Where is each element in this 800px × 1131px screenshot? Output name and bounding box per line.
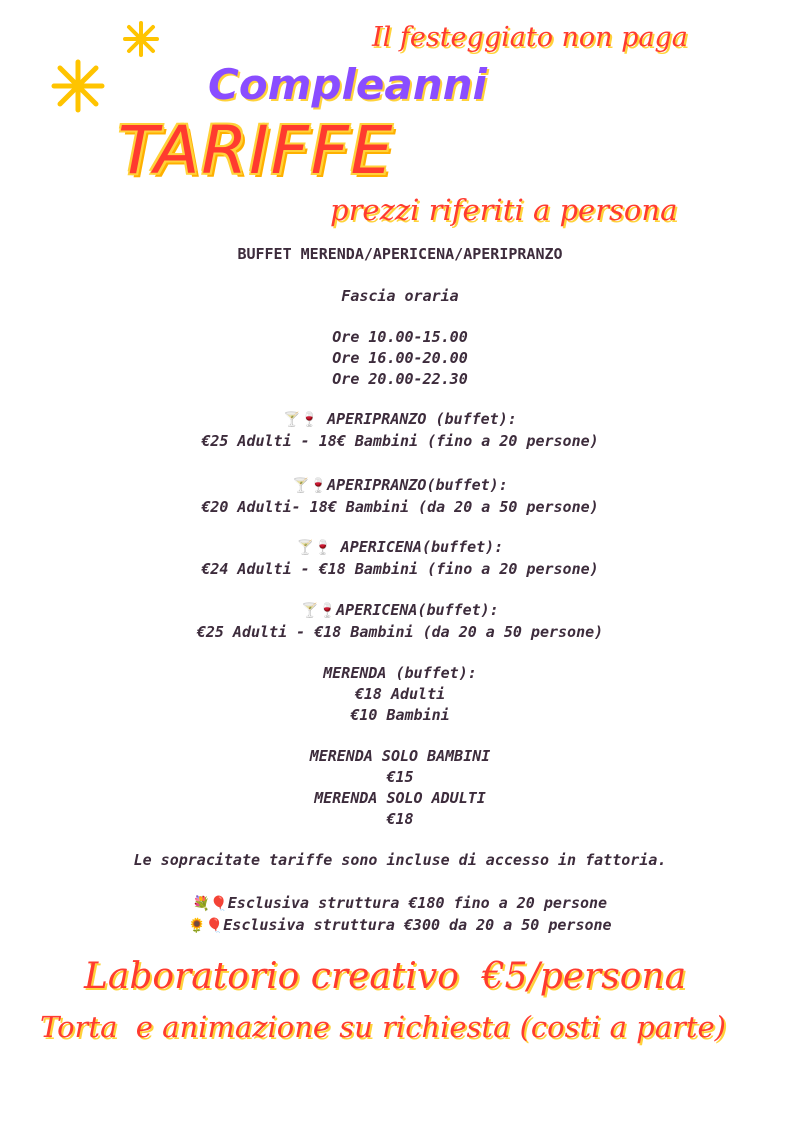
merenda-solo-block xyxy=(0,746,800,830)
merenda-solo-adulti-price: €18 xyxy=(386,810,414,828)
offer-price: €25 Adulti - 18€ Bambini (fino a 20 persone) xyxy=(201,432,599,450)
merenda-name: MERENDA (buffet): xyxy=(323,664,477,682)
sunflower-balloon-icon: 🌻🎈 xyxy=(188,918,224,934)
access-note: Le sopracitate tariffe sono incluse di accesso in fattoria. xyxy=(133,851,667,869)
tagline: Il festeggiato non paga xyxy=(372,22,688,53)
merenda-solo-adulti-label: MERENDA SOLO ADULTI xyxy=(314,789,486,807)
merenda-block xyxy=(0,663,800,726)
offer-name: APERICENA(buffet): xyxy=(331,538,504,556)
time-slot: Ore 16.00-20.00 xyxy=(332,349,468,367)
offer-apericena-small xyxy=(0,537,800,580)
offer-aperipranzo-large xyxy=(0,475,800,518)
bouquet-balloon-icon: 💐🎈 xyxy=(192,896,228,912)
offer-price: €20 Adulti- 18€ Bambini (da 20 a 50 persone) xyxy=(201,498,599,516)
lab-price: Laboratorio creativo €5/persona xyxy=(84,956,687,997)
access-note-block xyxy=(0,850,800,871)
offer-name: APERICENA(buffet): xyxy=(336,601,499,619)
exclusive-text: Esclusiva struttura €300 da 20 a 50 persone xyxy=(223,916,612,934)
time-slots-label-block xyxy=(0,286,800,307)
exclusive-block xyxy=(0,893,800,937)
subtitle: Compleanni xyxy=(208,60,487,109)
time-slots-label: Fascia oraria xyxy=(341,287,459,305)
exclusive-text: Esclusiva struttura €180 fino a 20 persone xyxy=(227,894,608,912)
offer-name: APERIPRANZO(buffet): xyxy=(327,476,508,494)
offer-aperipranzo-small xyxy=(0,409,800,452)
merenda-adulti: €18 Adulti xyxy=(354,685,446,703)
per-person-note: prezzi riferiti a persona xyxy=(330,193,678,227)
merenda-solo-bambini-label: MERENDA SOLO BAMBINI xyxy=(309,747,491,765)
offer-price: €25 Adulti - €18 Bambini (da 20 a 50 persone) xyxy=(196,623,604,641)
time-slot: Ore 10.00-15.00 xyxy=(332,328,468,346)
sparkle-star-icon xyxy=(122,20,160,58)
time-slot: Ore 20.00-22.30 xyxy=(332,370,468,388)
buffet-heading-block xyxy=(0,244,800,265)
offer-name: APERIPRANZO (buffet): xyxy=(318,410,517,428)
cake-note: Torta e animazione su richiesta (costi a parte) xyxy=(40,1010,726,1044)
cocktail-wine-icon: 🍸🍷 xyxy=(296,540,332,556)
buffet-heading: BUFFET MERENDA/APERICENA/APERIPRANZO xyxy=(237,245,563,263)
time-slots-list xyxy=(0,327,800,390)
cocktail-wine-icon: 🍸🍷 xyxy=(283,412,319,428)
offer-apericena-large xyxy=(0,600,800,643)
merenda-solo-bambini-price: €15 xyxy=(386,768,414,786)
merenda-bambini: €10 Bambini xyxy=(350,706,450,724)
offer-price: €24 Adulti - €18 Bambini (fino a 20 persone) xyxy=(201,560,599,578)
sparkle-star-icon xyxy=(50,58,106,114)
cocktail-wine-icon: 🍸🍷 xyxy=(292,478,328,494)
cocktail-wine-icon: 🍸🍷 xyxy=(301,603,337,619)
page-title: TARIFFE xyxy=(118,112,395,189)
